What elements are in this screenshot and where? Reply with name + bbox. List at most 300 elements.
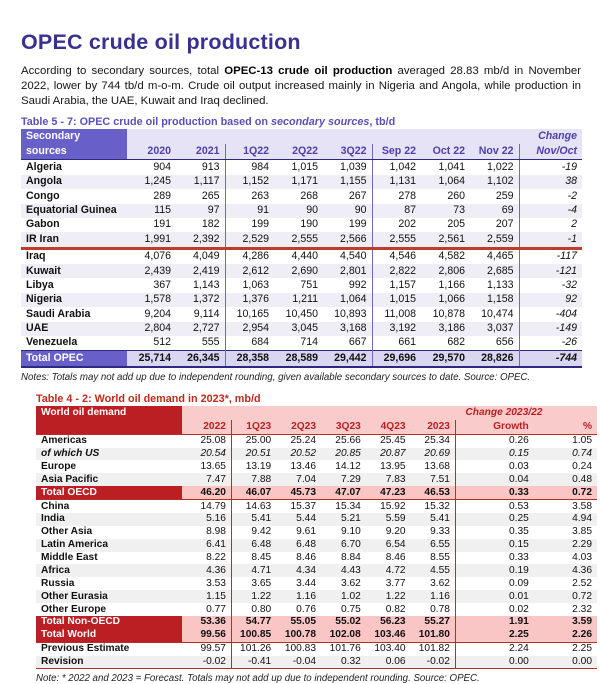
cell: 102.08 — [321, 629, 366, 642]
cell: 7.51 — [411, 473, 456, 486]
cell: 2,690 — [274, 264, 323, 278]
cell: 2,822 — [372, 264, 421, 278]
cell: 0.72 — [534, 486, 597, 499]
row-label: Revision — [36, 656, 182, 669]
cell: -117 — [556, 250, 577, 263]
table1-header-row-2 — [21, 144, 582, 160]
cell: 103.40 — [374, 643, 406, 655]
cell: 0.80 — [251, 603, 272, 615]
cell: 1,155 — [323, 175, 372, 189]
cell: 46.53 — [411, 486, 456, 499]
cell: 667 — [323, 336, 372, 351]
cell: 2,439 — [127, 264, 176, 278]
column-header: 2Q23 — [276, 420, 321, 435]
row-label: Nigeria — [21, 293, 127, 307]
cell: 512 — [153, 336, 171, 349]
cell: 2.26 — [534, 629, 597, 642]
cell: 101.26 — [240, 643, 272, 655]
cell: 1,039 — [323, 160, 372, 175]
cell: 10,878 — [432, 307, 465, 320]
cell: -121 — [519, 264, 582, 278]
cell: 1,064 — [323, 293, 372, 307]
cell: 5.41 — [411, 513, 456, 526]
cell: 4.03 — [572, 552, 592, 563]
table-row — [36, 513, 597, 526]
cell: 5.21 — [321, 513, 366, 526]
cell: 46.07 — [231, 486, 276, 499]
cell: 0.75 — [340, 603, 361, 615]
table-row — [36, 473, 597, 486]
cell: 14.79 — [182, 500, 232, 513]
row-label: Europe — [41, 460, 77, 472]
cell: 2.25 — [572, 643, 592, 655]
cell: 92 — [519, 293, 582, 307]
cell: 1,131 — [372, 175, 421, 189]
cell: 5.44 — [276, 513, 321, 526]
cell: 6.55 — [411, 539, 456, 552]
cell: 15.92 — [380, 500, 406, 512]
table-row — [36, 603, 597, 616]
table2-caption: Table 4 - 2: World oil demand in 2023*, mb/d — [36, 392, 261, 405]
table-row — [21, 336, 582, 351]
cell: 25.45 — [380, 435, 406, 447]
table-row — [36, 564, 597, 577]
cell: 4,049 — [176, 248, 225, 264]
cell: 0.32 — [321, 656, 366, 669]
cell: 101.76 — [329, 643, 361, 655]
cell: 13.68 — [411, 460, 456, 473]
cell: -0.04 — [276, 656, 321, 669]
cell: 101.82 — [411, 642, 456, 655]
cell: 202 — [398, 218, 416, 231]
cell: 1,245 — [127, 175, 176, 189]
cell: 260 — [447, 189, 465, 202]
cell: 3.62 — [340, 577, 361, 589]
cell: 25.24 — [290, 435, 316, 447]
cell: 99.57 — [182, 642, 232, 655]
cell: 1,166 — [438, 278, 465, 291]
cell: 267 — [323, 189, 372, 203]
cell: 29,442 — [323, 351, 372, 367]
cell: 1.22 — [231, 590, 276, 603]
cell: 0.15 — [455, 539, 533, 552]
cell: 20.87 — [366, 448, 411, 461]
cell: 55.27 — [411, 616, 456, 629]
cell: -404 — [555, 307, 577, 320]
cell: 4.94 — [534, 513, 597, 526]
cell: 3,037 — [470, 322, 519, 336]
cell: 2,801 — [323, 264, 372, 278]
cell: 4,540 — [323, 248, 372, 264]
table1-header-spacer — [127, 129, 519, 144]
cell: 7.47 — [182, 473, 232, 486]
column-header: 1Q23 — [231, 420, 276, 435]
cell: 97 — [176, 204, 225, 218]
cell: 25,714 — [127, 351, 176, 367]
cell: 29,570 — [421, 351, 470, 367]
row-label: Saudi Arabia — [26, 307, 91, 320]
intro-text-2: averaged 28.83 mb/d in November 2022, lower by 744 tb/d m-o-m. Crude oil output increased mainly in Nigeria and Angola, while production in Saudi Arabia, the UAE, Kuwait and Iraq declined. — [21, 65, 581, 107]
cell: 1,133 — [470, 278, 519, 292]
cell: 0.33 — [508, 552, 529, 563]
cell: 15.34 — [335, 500, 361, 512]
column-header: 3Q22 — [323, 144, 372, 160]
cell: -2 — [567, 189, 577, 202]
cell: 1,063 — [242, 278, 269, 291]
cell: 0.04 — [455, 473, 533, 486]
cell: 91 — [225, 204, 274, 218]
cell: -26 — [561, 336, 577, 349]
row-label: Other Europe — [41, 603, 107, 615]
cell: 11,008 — [384, 307, 416, 320]
column-header: 3Q23 — [321, 420, 366, 435]
table1-header-change-line1: Change — [519, 129, 582, 144]
row-label: Equatorial Guinea — [21, 204, 127, 218]
cell: 47.07 — [321, 486, 366, 499]
cell: -4 — [519, 204, 582, 218]
cell: 9.20 — [385, 526, 406, 538]
row-label: India — [36, 513, 182, 526]
cell: 2,566 — [323, 232, 372, 248]
cell: 25.00 — [245, 435, 272, 447]
cell: 25.08 — [182, 434, 232, 447]
total-row — [36, 616, 597, 629]
table-row — [21, 232, 582, 248]
cell: 53.36 — [182, 616, 232, 629]
table2-header-label-spacer — [36, 420, 182, 435]
cell: 0.48 — [534, 473, 597, 486]
table-row — [36, 577, 597, 590]
cell: 2,685 — [470, 264, 519, 278]
cell: 1.15 — [182, 590, 232, 603]
cell: 20.52 — [276, 448, 321, 461]
cell: 26,345 — [176, 351, 225, 367]
cell: 684 — [251, 336, 269, 349]
cell: 3.62 — [411, 577, 456, 590]
cell: 190 — [300, 218, 318, 231]
cell: 992 — [323, 278, 372, 292]
column-header: % — [534, 420, 597, 435]
table-row — [36, 656, 597, 669]
cell: 90 — [274, 204, 323, 218]
cell: -744 — [519, 351, 582, 367]
cell: 1,015 — [372, 293, 421, 307]
row-label: Previous Estimate — [41, 643, 130, 655]
cell: 0.19 — [455, 564, 533, 577]
cell: 9.10 — [340, 526, 361, 538]
cell: 4,465 — [470, 248, 519, 264]
cell: 54.77 — [231, 616, 276, 629]
cell: 4.34 — [276, 564, 321, 577]
cell: 9.33 — [411, 526, 456, 539]
cell: 3,186 — [421, 322, 470, 336]
cell: 13.95 — [380, 460, 406, 472]
cell: 5.41 — [231, 513, 276, 526]
cell: 265 — [176, 189, 225, 203]
cell: 0.33 — [455, 486, 533, 499]
cell: 8.46 — [385, 552, 406, 563]
cell: 4,440 — [291, 250, 318, 263]
column-header: 2021 — [176, 144, 225, 160]
cell: 1,152 — [225, 175, 274, 189]
row-label: of which US — [36, 448, 182, 461]
row-label: Asia Pacific — [36, 473, 182, 486]
row-label: Iraq — [26, 250, 46, 263]
cell: 13.65 — [182, 460, 232, 473]
row-label: China — [41, 500, 70, 512]
table1-header-change-line2: Nov/Oct — [519, 144, 582, 160]
cell: 115 — [127, 204, 176, 218]
cell: 25.34 — [411, 434, 456, 447]
cell: 0.35 — [508, 526, 529, 538]
cell: 4.55 — [411, 564, 456, 577]
cell: 13.46 — [290, 460, 316, 472]
cell: 0.82 — [385, 603, 406, 615]
cell: 6.41 — [182, 539, 232, 552]
cell: 90 — [323, 204, 372, 218]
cell: -0.41 — [231, 656, 276, 669]
cell: 0.74 — [534, 448, 597, 461]
table1-caption-prefix: Table 5 - 7: OPEC crude oil production based on — [21, 116, 271, 129]
cell: 0.09 — [508, 577, 529, 589]
cell: 1,171 — [274, 175, 323, 189]
cell: 103.46 — [366, 629, 411, 642]
cell: 56.23 — [366, 616, 411, 629]
cell: 29,696 — [372, 351, 421, 367]
cell: 4,076 — [144, 250, 171, 263]
column-header: 2020 — [127, 144, 176, 160]
table2-header-row-1 — [36, 406, 597, 420]
cell: 3.77 — [385, 577, 406, 589]
cell: 8.98 — [182, 526, 232, 539]
table-row — [21, 322, 582, 336]
column-header: Oct 22 — [421, 144, 470, 160]
column-header: 4Q23 — [366, 420, 411, 435]
table2-header-label: World oil demand — [36, 406, 182, 420]
cell: 6.48 — [231, 539, 276, 552]
cell: 0.24 — [572, 460, 592, 472]
cell: 2,555 — [274, 232, 323, 248]
cell: 20.69 — [411, 448, 456, 461]
cell: 2,954 — [225, 322, 274, 336]
cell: 69 — [470, 204, 519, 218]
row-label: Congo — [26, 189, 60, 202]
cell: 9,204 — [144, 307, 171, 320]
table-row — [36, 500, 597, 513]
cell: 3.59 — [534, 616, 597, 629]
cell: 289 — [153, 189, 171, 202]
cell: 8.46 — [296, 552, 316, 563]
cell: 2,806 — [421, 264, 470, 278]
table-row — [36, 526, 597, 539]
cell: -149 — [519, 322, 582, 336]
cell: 7.88 — [231, 473, 276, 486]
table-row — [21, 248, 582, 264]
cell: 199 — [251, 218, 269, 231]
intro-text-1: According to secondary sources, total — [21, 65, 225, 77]
row-label: Other Asia — [41, 526, 93, 538]
cell: 0.01 — [455, 590, 533, 603]
table1-header-row-1 — [21, 129, 582, 144]
cell: 8.22 — [182, 552, 232, 565]
column-header: 1Q22 — [225, 144, 274, 160]
row-label: Americas — [41, 435, 87, 447]
row-label: Libya — [26, 278, 54, 291]
cell: 101.80 — [411, 629, 456, 642]
cell: 0.06 — [366, 656, 411, 669]
cell: 4.71 — [231, 564, 276, 577]
cell: -32 — [561, 278, 577, 291]
row-label: Latin America — [36, 539, 182, 552]
cell: 55.02 — [321, 616, 366, 629]
cell: 278 — [398, 189, 416, 202]
cell: 0.00 — [534, 656, 597, 669]
cell: 0.00 — [455, 656, 533, 669]
table2-header-spacer — [182, 406, 456, 420]
cell: 38 — [519, 175, 582, 189]
cell: 4,582 — [438, 250, 465, 263]
cell: 0.76 — [296, 603, 316, 615]
cell: 3.65 — [251, 577, 272, 589]
cell: 6.70 — [321, 539, 366, 552]
table-row — [21, 293, 582, 307]
cell: -1 — [519, 232, 582, 248]
cell: 1.16 — [276, 590, 321, 603]
cell: 913 — [176, 160, 225, 175]
opec-production-table — [21, 129, 582, 367]
cell: 1,066 — [421, 293, 470, 307]
cell: 268 — [300, 189, 318, 202]
cell: 2,529 — [225, 232, 274, 248]
row-label: Total Non-OECD — [36, 616, 182, 629]
table-row — [21, 264, 582, 278]
table-row — [36, 539, 597, 552]
row-label: UAE — [21, 322, 127, 336]
cell: 100.78 — [276, 629, 321, 642]
cell: 1,102 — [470, 175, 519, 189]
cell: 1,578 — [127, 293, 176, 307]
cell: 10,474 — [470, 307, 519, 321]
cell: 1.22 — [366, 590, 411, 603]
column-header: Sep 22 — [372, 144, 421, 160]
cell: 87 — [372, 204, 421, 218]
cell: 100.83 — [284, 643, 316, 655]
cell: 2.29 — [534, 539, 597, 552]
cell: 555 — [176, 336, 225, 351]
cell: 0.78 — [411, 603, 456, 616]
cell: -0.02 — [182, 656, 232, 669]
cell: 367 — [153, 278, 171, 291]
cell: 6.48 — [276, 539, 321, 552]
cell: 259 — [470, 189, 519, 203]
cell: 751 — [300, 278, 318, 291]
page-title: OPEC crude oil production — [21, 30, 301, 54]
cell: 2,559 — [470, 232, 519, 248]
cell: 14.12 — [335, 460, 361, 472]
cell: 1,064 — [421, 175, 470, 189]
cell: 9,114 — [176, 307, 225, 321]
cell: 99.56 — [182, 629, 232, 642]
table-row — [36, 590, 597, 603]
cell: 2,555 — [372, 232, 421, 248]
column-header: 2Q22 — [274, 144, 323, 160]
cell: 1,991 — [127, 232, 176, 248]
row-label: Angola — [21, 175, 127, 189]
row-label: Venezuela — [26, 336, 78, 349]
cell: 8.84 — [340, 552, 361, 563]
row-label: IR Iran — [21, 232, 127, 248]
cell: 205 — [447, 218, 465, 231]
cell: -19 — [561, 160, 577, 173]
cell: 3.85 — [572, 526, 592, 538]
cell: 2.52 — [572, 577, 592, 589]
cell: 1.91 — [455, 616, 533, 629]
row-label: Middle East — [41, 552, 98, 563]
cell: 4,286 — [242, 250, 269, 263]
cell: 2.32 — [572, 603, 592, 615]
table1-caption — [21, 116, 581, 128]
cell: 0.25 — [455, 513, 533, 526]
table-row — [36, 642, 597, 655]
cell: 182 — [176, 218, 225, 232]
total-row — [21, 351, 582, 367]
row-label: Kuwait — [21, 264, 127, 278]
row-label: Total OPEC — [21, 351, 127, 367]
cell: 4.36 — [182, 564, 232, 577]
intro-bold-text: OPEC-13 crude oil production — [224, 65, 393, 77]
column-header: 2023 — [411, 420, 456, 435]
cell: 1,157 — [389, 278, 416, 291]
cell: 20.54 — [182, 448, 232, 461]
cell: 45.73 — [276, 486, 321, 499]
cell: 4.36 — [534, 564, 597, 577]
cell: 3,045 — [274, 322, 323, 336]
cell: 0.26 — [508, 435, 529, 447]
cell: 0.53 — [508, 500, 529, 512]
cell: -0.02 — [411, 656, 456, 669]
cell: 984 — [251, 160, 269, 173]
cell: 2.25 — [455, 629, 533, 642]
cell: 8.55 — [411, 552, 456, 565]
cell: 714 — [300, 336, 318, 349]
cell: 9.61 — [296, 526, 316, 538]
cell: 263 — [251, 189, 269, 202]
cell: 1,376 — [225, 293, 274, 307]
table2-header-change: Change 2023/22 — [455, 406, 597, 420]
cell: 1.05 — [572, 435, 592, 447]
cell: 28,589 — [274, 351, 323, 367]
cell: 904 — [153, 160, 171, 173]
table1-header-label-line2: sources — [21, 144, 127, 160]
cell: 5.16 — [182, 513, 232, 526]
table1-caption-italic: secondary sources — [270, 116, 370, 129]
column-header: 2022 — [182, 420, 232, 435]
cell: 2,612 — [225, 264, 274, 278]
cell: 2,392 — [176, 232, 225, 248]
cell: 2.24 — [508, 643, 529, 655]
table-row — [36, 448, 597, 461]
cell: 0.15 — [455, 448, 533, 461]
cell: 1.02 — [321, 590, 366, 603]
table-row — [21, 218, 582, 232]
cell: 28,358 — [225, 351, 274, 367]
cell: 4.72 — [366, 564, 411, 577]
cell: 1,372 — [176, 293, 225, 307]
table-row — [36, 552, 597, 565]
cell: 0.77 — [182, 603, 232, 616]
row-label: Other Eurasia — [36, 590, 182, 603]
cell: 14.63 — [245, 500, 272, 512]
